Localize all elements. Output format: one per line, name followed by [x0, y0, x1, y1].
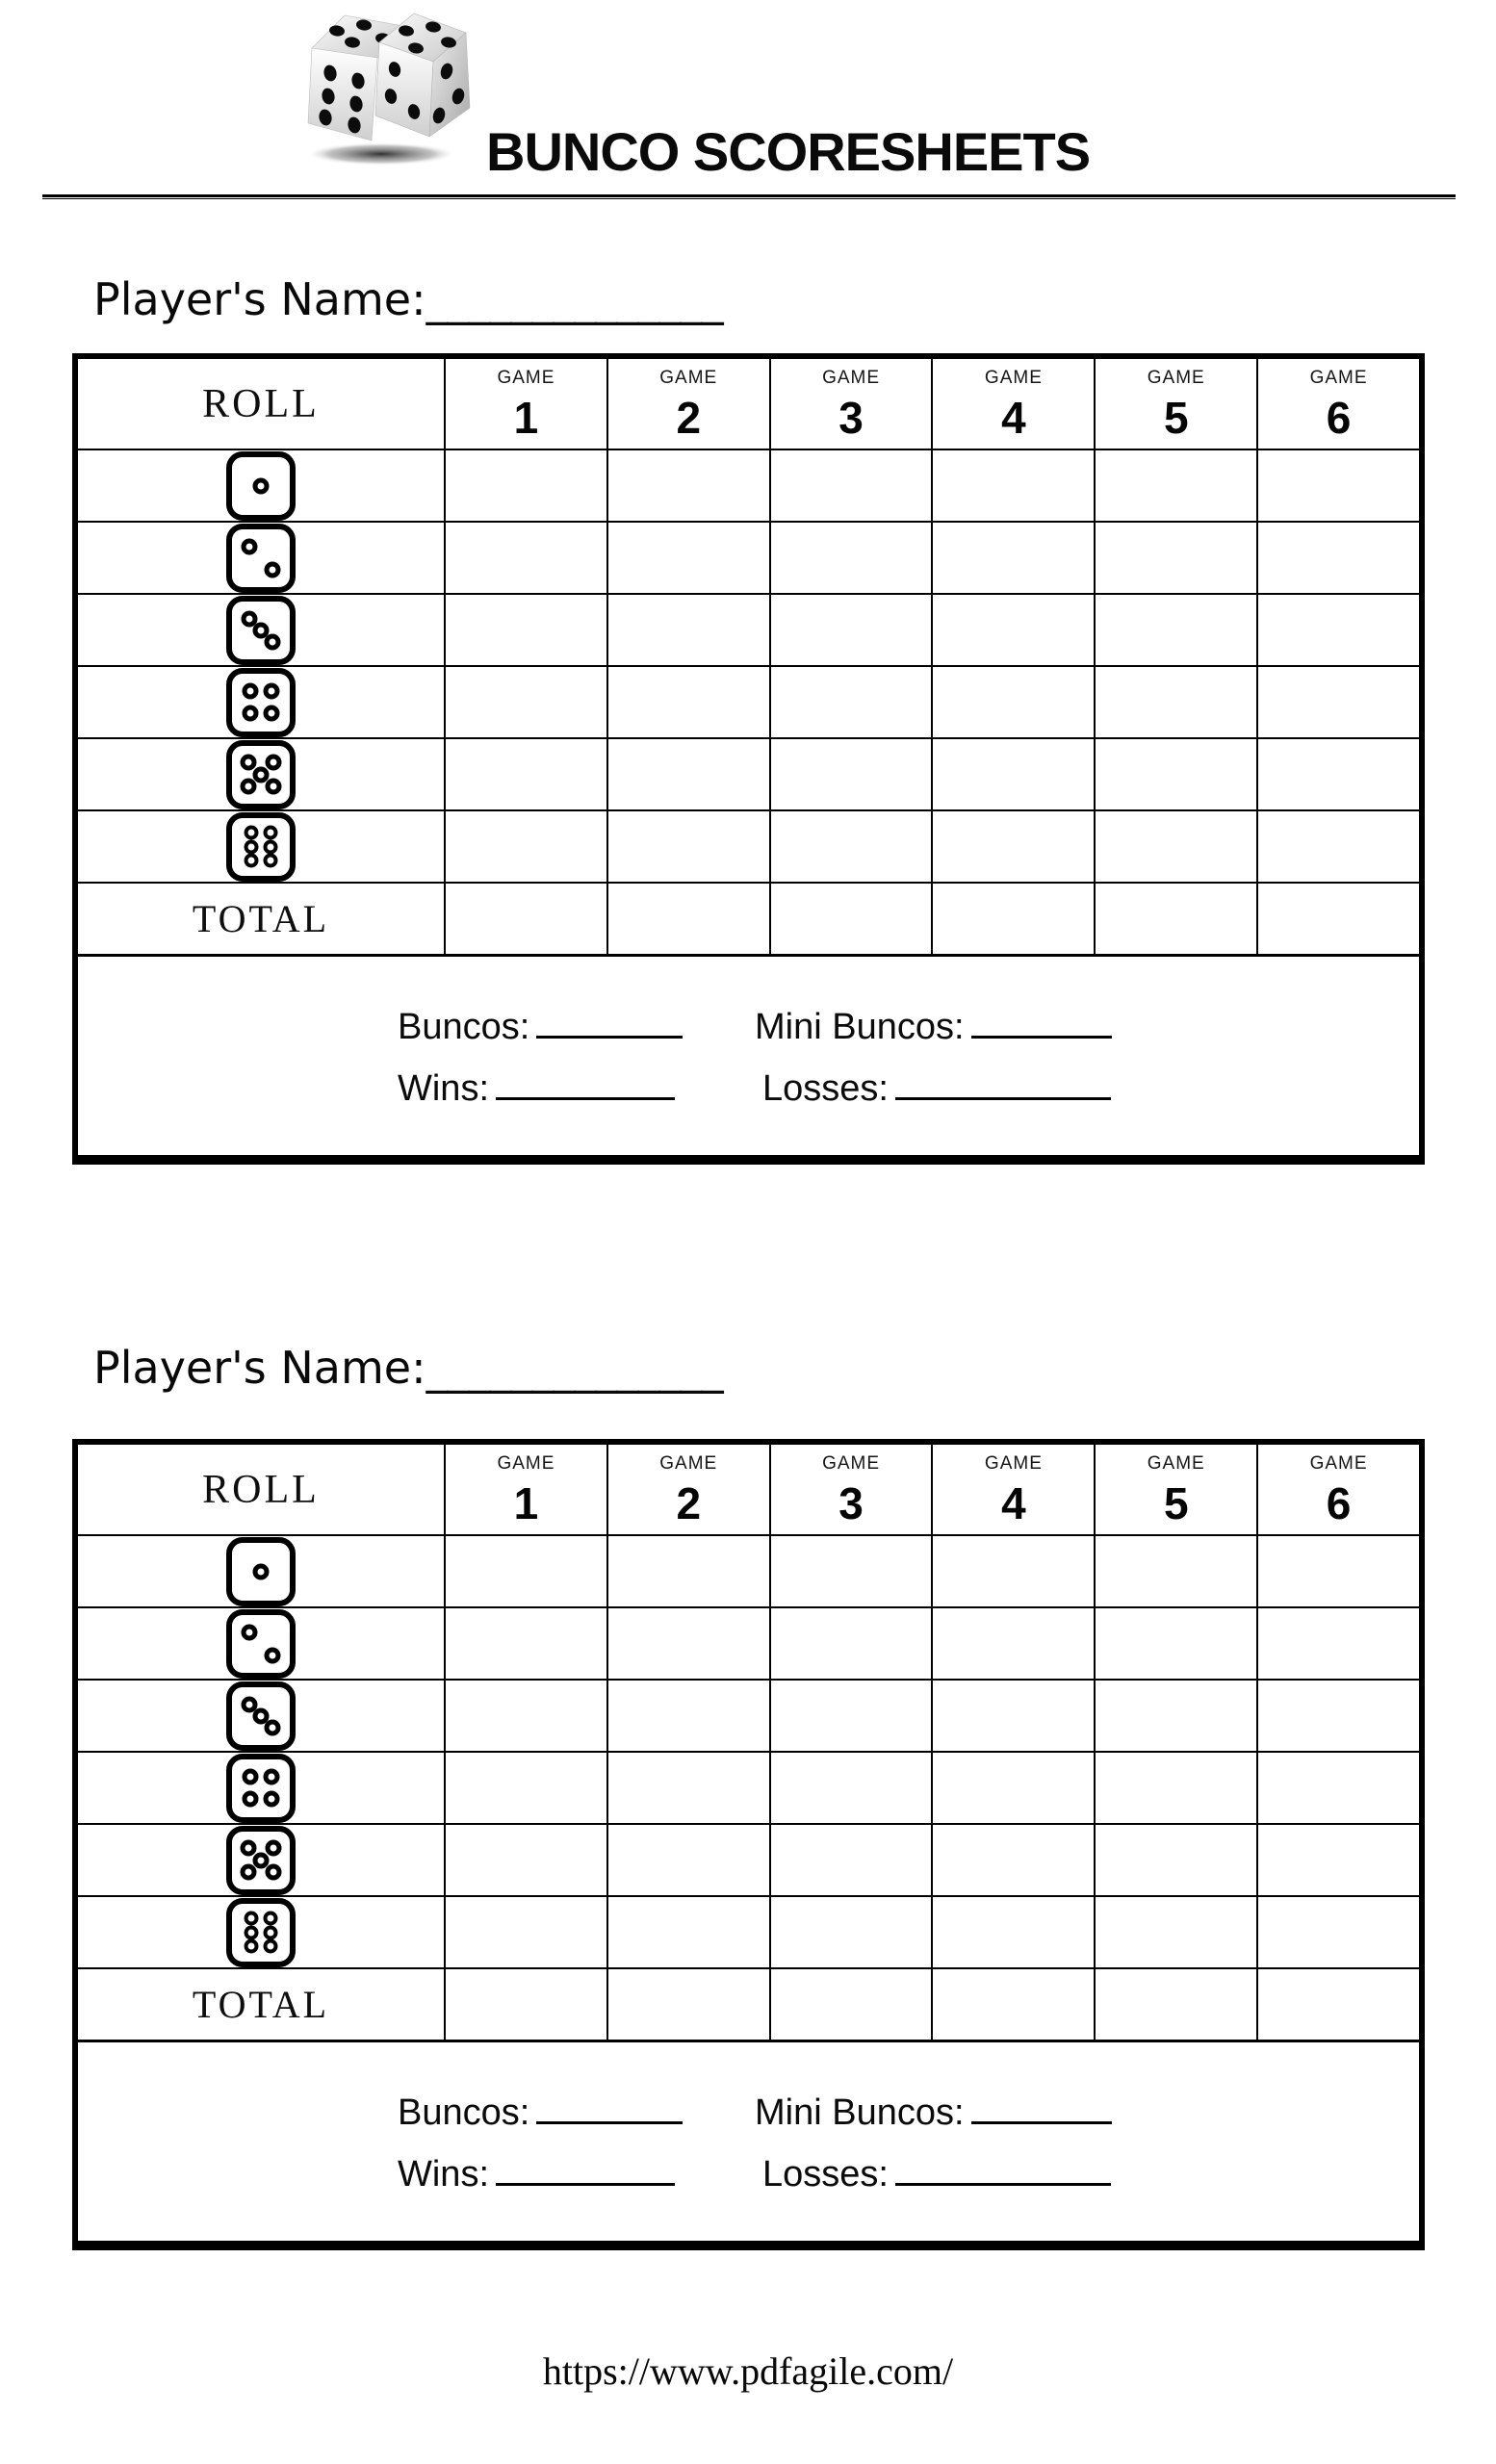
game-4-header: [931, 1445, 1094, 1534]
score-cell-roll5-game3: [769, 1825, 932, 1895]
losses-blank: [895, 1065, 1111, 1100]
die-pip: [242, 683, 258, 700]
die-cell-1: [78, 450, 444, 521]
die-pip: [242, 1624, 258, 1640]
die-pip: [264, 683, 280, 700]
score-cell-roll1-game6: [1256, 1536, 1419, 1606]
game-2-header: [606, 1445, 769, 1534]
wins-blank: [496, 2150, 675, 2186]
score-cell-roll3-game4: [931, 595, 1094, 665]
losses-label: Losses:: [762, 1068, 889, 1109]
total-row: [78, 1967, 1419, 2040]
game-label: GAME: [497, 1453, 555, 1474]
page-title: BUNCO SCORESHEETS: [486, 121, 1091, 182]
total-cell-game6: [1256, 1969, 1419, 2040]
mini-buncos-label: Mini Buncos:: [755, 2092, 965, 2133]
game-number-1: 1: [513, 1478, 539, 1528]
die-face-6: [226, 1898, 296, 1967]
player-name-blank: ______________: [426, 273, 723, 325]
roll-row-6: [78, 809, 1419, 882]
die-pip: [253, 1563, 270, 1579]
buncos-blank: [536, 2089, 683, 2124]
game-number-6: 6: [1326, 393, 1352, 443]
total-cell-game5: [1094, 1969, 1256, 2040]
mini-buncos-field: [755, 2089, 1112, 2134]
score-cell-roll5-game4: [931, 739, 1094, 809]
game-number-5: 5: [1163, 393, 1189, 443]
die-pip: [242, 1769, 258, 1785]
total-cell-game5: [1094, 884, 1256, 954]
score-cell-roll6-game1: [444, 1897, 606, 1967]
total-cell-game6: [1256, 884, 1419, 954]
score-cell-roll6-game4: [931, 811, 1094, 882]
score-cell-roll3-game5: [1094, 595, 1256, 665]
die-pip: [264, 1769, 280, 1785]
game-3-header: [769, 1445, 932, 1534]
die-face-1: [226, 1537, 296, 1606]
game-number-2: 2: [676, 393, 702, 443]
buncos-label: Buncos:: [398, 2092, 530, 2133]
die-pip: [265, 1864, 281, 1881]
game-label: GAME: [1147, 1453, 1205, 1474]
score-cell-roll6-game2: [606, 811, 769, 882]
die-cell-3: [78, 595, 444, 665]
total-label: TOTAL: [192, 897, 330, 940]
score-cell-roll5-game5: [1094, 1825, 1256, 1895]
game-1-header: [444, 1445, 606, 1534]
total-cell-game1: [444, 884, 606, 954]
total-cell-game2: [606, 884, 769, 954]
losses-field: [762, 1065, 1111, 1110]
score-cell-roll5-game4: [931, 1825, 1094, 1895]
score-cell-roll2-game1: [444, 523, 606, 593]
die-face-4: [226, 1754, 296, 1823]
score-cell-roll2-game6: [1256, 1608, 1419, 1679]
die-pip: [245, 839, 259, 854]
die-pip: [264, 1790, 280, 1807]
score-cell-roll1-game1: [444, 450, 606, 521]
game-label: GAME: [822, 368, 881, 388]
game-label: GAME: [497, 368, 555, 388]
total-row: [78, 882, 1419, 954]
game-5-header: [1094, 359, 1256, 449]
wins-label: Wins:: [398, 2154, 489, 2194]
die-face-1: [226, 451, 296, 521]
losses-blank: [895, 2150, 1111, 2186]
mini-buncos-label: Mini Buncos:: [755, 1007, 965, 1047]
die-pip: [253, 477, 270, 494]
score-cell-roll5-game2: [606, 739, 769, 809]
game-3-header: [769, 359, 932, 449]
die-face-2: [226, 524, 296, 593]
die-pip: [242, 538, 258, 554]
die-cell-1: [78, 1536, 444, 1606]
total-label: TOTAL: [192, 1983, 330, 2026]
mini-buncos-blank: [971, 1003, 1112, 1039]
die-pip: [265, 1647, 281, 1663]
game-6-header: [1256, 359, 1419, 449]
score-cell-roll5-game2: [606, 1825, 769, 1895]
roll-header: ROLL: [202, 381, 320, 426]
score-cell-roll1-game2: [606, 1536, 769, 1606]
score-cell-roll1-game5: [1094, 450, 1256, 521]
score-cell-roll3-game1: [444, 595, 606, 665]
game-number-3: 3: [838, 393, 864, 443]
score-cell-roll5-game6: [1256, 739, 1419, 809]
die-pip: [263, 1925, 277, 1939]
die-pip: [264, 705, 280, 721]
score-cell-roll4-game5: [1094, 1753, 1256, 1823]
score-cell-roll2-game5: [1094, 523, 1256, 593]
die-pip: [263, 839, 277, 854]
losses-label: Losses:: [762, 2154, 889, 2194]
game-number-1: 1: [513, 393, 539, 443]
score-cell-roll2-game4: [931, 1608, 1094, 1679]
score-cell-roll1-game6: [1256, 450, 1419, 521]
player-name-line: [93, 273, 723, 325]
two-dice-logo: [287, 8, 479, 169]
score-cell-roll3-game1: [444, 1681, 606, 1751]
roll-row-5: [78, 1823, 1419, 1895]
score-cell-roll5-game6: [1256, 1825, 1419, 1895]
die-pip: [242, 705, 258, 721]
die-pip: [265, 561, 281, 578]
die-face-3: [226, 1681, 296, 1751]
wins-field: [398, 2150, 675, 2195]
score-cell-roll2-game1: [444, 1608, 606, 1679]
die-face-3: [226, 596, 296, 665]
die-pip: [265, 633, 281, 650]
score-cell-roll4-game5: [1094, 667, 1256, 737]
dice-rows: [78, 449, 1419, 882]
roll-row-5: [78, 737, 1419, 809]
die-face-2: [226, 1609, 296, 1679]
game-label: GAME: [984, 1453, 1043, 1474]
die-cell-2: [78, 1608, 444, 1679]
score-cell-roll2-game3: [769, 1608, 932, 1679]
roll-header: ROLL: [202, 1467, 320, 1512]
score-cell-roll6-game6: [1256, 811, 1419, 882]
score-cell-roll4-game1: [444, 667, 606, 737]
die-pip: [245, 1912, 259, 1926]
score-cell-roll3-game6: [1256, 595, 1419, 665]
die-pip: [265, 779, 281, 795]
score-table: [72, 1439, 1425, 2250]
game-4-header: [931, 359, 1094, 449]
buncos-label: Buncos:: [398, 1007, 530, 1047]
die-pip: [245, 1938, 259, 1953]
score-cell-roll4-game3: [769, 667, 932, 737]
buncos-field: [398, 1003, 683, 1048]
score-cell-roll4-game6: [1256, 667, 1419, 737]
score-cell-roll6-game3: [769, 811, 932, 882]
roll-row-1: [78, 1534, 1419, 1606]
score-cell-roll2-game2: [606, 523, 769, 593]
score-cell-roll1-game3: [769, 450, 932, 521]
mini-buncos-field: [755, 1003, 1112, 1048]
total-cell-game3: [769, 1969, 932, 2040]
total-cell-game3: [769, 884, 932, 954]
roll-row-4: [78, 1751, 1419, 1823]
buncos-blank: [536, 1003, 683, 1039]
die-cell-3: [78, 1681, 444, 1751]
total-cell-game4: [931, 1969, 1094, 2040]
score-cell-roll5-game5: [1094, 739, 1256, 809]
score-cell-roll3-game3: [769, 1681, 932, 1751]
total-cell-game1: [444, 1969, 606, 2040]
game-number-3: 3: [838, 1478, 864, 1528]
game-label: GAME: [659, 1453, 718, 1474]
score-cell-roll4-game2: [606, 667, 769, 737]
score-cell-roll4-game6: [1256, 1753, 1419, 1823]
die-face-5: [226, 1826, 296, 1895]
buncos-field: [398, 2089, 683, 2134]
player-name-label: Player's Name:: [93, 273, 426, 325]
score-cell-roll6-game6: [1256, 1897, 1419, 1967]
score-cell-roll1-game4: [931, 1536, 1094, 1606]
game-2-header: [606, 359, 769, 449]
score-cell-roll6-game3: [769, 1897, 932, 1967]
summary-fields: [78, 954, 1419, 1155]
game-label: GAME: [1309, 368, 1368, 388]
total-cell-game4: [931, 884, 1094, 954]
score-cell-roll3-game5: [1094, 1681, 1256, 1751]
die-cell-6: [78, 1897, 444, 1967]
player-name-line: [93, 1342, 723, 1394]
die-pip: [245, 1925, 259, 1939]
score-cell-roll1-game2: [606, 450, 769, 521]
player-name-label: Player's Name:: [93, 1342, 426, 1394]
score-cell-roll4-game2: [606, 1753, 769, 1823]
score-cell-roll4-game4: [931, 1753, 1094, 1823]
score-cell-roll4-game4: [931, 667, 1094, 737]
score-cell-roll6-game5: [1094, 1897, 1256, 1967]
roll-row-1: [78, 449, 1419, 521]
roll-row-6: [78, 1895, 1419, 1967]
summary-fields: [78, 2040, 1419, 2241]
score-cell-roll3-game2: [606, 1681, 769, 1751]
dice-rows: [78, 1534, 1419, 1967]
game-5-header: [1094, 1445, 1256, 1534]
game-label: GAME: [1147, 368, 1205, 388]
die-cell-2: [78, 523, 444, 593]
wins-field: [398, 1065, 675, 1110]
die-pip: [241, 1864, 257, 1881]
score-cell-roll4-game3: [769, 1753, 932, 1823]
die-pip: [265, 754, 281, 770]
game-6-header: [1256, 1445, 1419, 1534]
game-label: GAME: [659, 368, 718, 388]
score-cell-roll5-game1: [444, 1825, 606, 1895]
game-label: GAME: [822, 1453, 881, 1474]
die-pip: [263, 1912, 277, 1926]
footer-url-link[interactable]: https://www.pdfagile.com/: [542, 2349, 954, 2393]
game-number-5: 5: [1163, 1478, 1189, 1528]
die-pip: [242, 1790, 258, 1807]
total-cell-game2: [606, 1969, 769, 2040]
score-cell-roll6-game5: [1094, 811, 1256, 882]
die-cell-5: [78, 1825, 444, 1895]
roll-row-3: [78, 1679, 1419, 1751]
game-number-4: 4: [1001, 393, 1026, 443]
score-cell-roll2-game4: [931, 523, 1094, 593]
die-cell-6: [78, 811, 444, 882]
wins-label: Wins:: [398, 1068, 489, 1109]
losses-field: [762, 2150, 1111, 2195]
score-cell-roll1-game4: [931, 450, 1094, 521]
game-label: GAME: [984, 368, 1043, 388]
die-cell-5: [78, 739, 444, 809]
score-cell-roll6-game4: [931, 1897, 1094, 1967]
table-header-row: [78, 359, 1419, 449]
roll-row-4: [78, 665, 1419, 737]
die-pip: [263, 826, 277, 840]
die-pip: [265, 1839, 281, 1856]
table-header-row: [78, 1445, 1419, 1534]
score-cell-roll5-game1: [444, 739, 606, 809]
die-pip: [241, 779, 257, 795]
roll-row-3: [78, 593, 1419, 665]
score-cell-roll2-game6: [1256, 523, 1419, 593]
die-face-4: [226, 668, 296, 737]
score-cell-roll4-game1: [444, 1753, 606, 1823]
header-divider: [42, 194, 1456, 199]
game-number-4: 4: [1001, 1478, 1026, 1528]
game-number-6: 6: [1326, 1478, 1352, 1528]
score-cell-roll1-game3: [769, 1536, 932, 1606]
score-cell-roll3-game6: [1256, 1681, 1419, 1751]
die-face-6: [226, 812, 296, 882]
die-pip: [263, 1938, 277, 1953]
score-table: [72, 353, 1425, 1165]
die-cell-4: [78, 667, 444, 737]
game-number-2: 2: [676, 1478, 702, 1528]
roll-row-2: [78, 521, 1419, 593]
score-cell-roll1-game5: [1094, 1536, 1256, 1606]
game-1-header: [444, 359, 606, 449]
score-cell-roll3-game4: [931, 1681, 1094, 1751]
game-label: GAME: [1309, 1453, 1368, 1474]
score-cell-roll3-game3: [769, 595, 932, 665]
die-pip: [265, 1719, 281, 1735]
player-name-blank: ______________: [426, 1342, 723, 1394]
die-cell-4: [78, 1753, 444, 1823]
score-cell-roll6-game2: [606, 1897, 769, 1967]
wins-blank: [496, 1065, 675, 1100]
die-pip: [263, 853, 277, 867]
die-face-5: [226, 740, 296, 809]
score-cell-roll6-game1: [444, 811, 606, 882]
die-pip: [245, 826, 259, 840]
score-cell-roll1-game1: [444, 1536, 606, 1606]
score-cell-roll2-game3: [769, 523, 932, 593]
die-pip: [245, 853, 259, 867]
score-cell-roll3-game2: [606, 595, 769, 665]
score-cell-roll5-game3: [769, 739, 932, 809]
score-cell-roll2-game5: [1094, 1608, 1256, 1679]
roll-row-2: [78, 1606, 1419, 1679]
mini-buncos-blank: [971, 2089, 1112, 2124]
score-cell-roll2-game2: [606, 1608, 769, 1679]
